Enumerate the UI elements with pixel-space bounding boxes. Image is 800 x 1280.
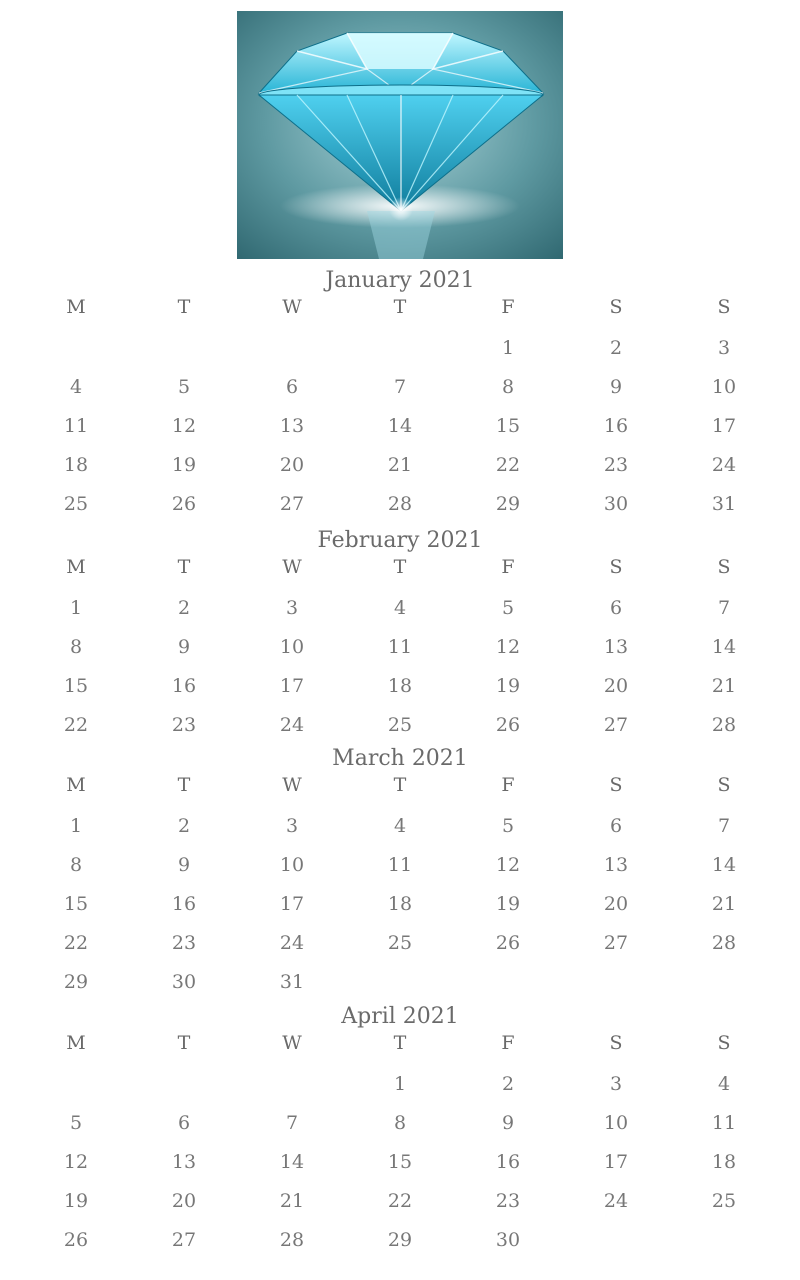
day-cell: 11 [387, 853, 413, 876]
week-row [22, 445, 778, 484]
day-cell: 5 [177, 375, 191, 398]
day-cell: 9 [609, 375, 623, 398]
day-cell: 10 [711, 375, 737, 398]
weekday-header: T [177, 296, 191, 318]
day-cell: 16 [171, 674, 197, 697]
day-cell: 24 [603, 1189, 629, 1212]
day-cell: 4 [393, 596, 407, 619]
day-cell: 12 [63, 1150, 89, 1173]
day-cell: 9 [177, 853, 191, 876]
day-cell: 9 [501, 1111, 515, 1134]
day-cell: 8 [501, 375, 515, 398]
day-cell: 29 [495, 492, 521, 515]
week-row [22, 705, 778, 744]
month-3 [22, 1002, 778, 1259]
day-cell: 25 [63, 492, 89, 515]
day-cell: 19 [171, 453, 197, 476]
week-row [22, 806, 778, 845]
weekday-header: F [501, 556, 515, 578]
day-cell: 21 [387, 453, 413, 476]
weekday-header: F [501, 1032, 515, 1054]
day-cell: 11 [63, 414, 89, 437]
day-cell: 14 [711, 635, 737, 658]
weekday-header: T [393, 1032, 407, 1054]
weekday-header-row [22, 296, 778, 328]
day-cell: 22 [63, 713, 89, 736]
day-cell: 30 [171, 970, 197, 993]
weekday-header: T [177, 1032, 191, 1054]
day-cell: 12 [171, 414, 197, 437]
month-2 [22, 744, 778, 1001]
day-cell: 17 [279, 892, 305, 915]
day-cell: 18 [63, 453, 89, 476]
day-cell: 10 [279, 853, 305, 876]
week-row [22, 923, 778, 962]
day-cell: 16 [495, 1150, 521, 1173]
week-row [22, 1181, 778, 1220]
weekday-header: W [282, 296, 302, 318]
day-cell: 27 [603, 931, 629, 954]
week-row [22, 328, 778, 367]
day-cell: 2 [177, 814, 191, 837]
day-cell: 30 [495, 1228, 521, 1251]
day-cell: 20 [603, 674, 629, 697]
day-cell: 26 [171, 492, 197, 515]
day-cell: 14 [279, 1150, 305, 1173]
day-cell: 3 [285, 596, 299, 619]
day-cell: 27 [171, 1228, 197, 1251]
day-cell: 2 [177, 596, 191, 619]
day-cell: 18 [711, 1150, 737, 1173]
day-cell: 24 [711, 453, 737, 476]
week-row [22, 588, 778, 627]
day-cell: 23 [495, 1189, 521, 1212]
weekday-header: S [609, 774, 623, 796]
day-cell: 12 [495, 635, 521, 658]
day-cell: 7 [285, 1111, 299, 1134]
week-row [22, 666, 778, 705]
weekday-header: S [717, 296, 731, 318]
day-cell: 20 [279, 453, 305, 476]
weekday-header: S [717, 774, 731, 796]
month-title: March 2021 [332, 746, 468, 771]
day-cell: 25 [387, 931, 413, 954]
day-cell: 7 [717, 596, 731, 619]
day-cell: 16 [171, 892, 197, 915]
week-row [22, 845, 778, 884]
day-cell: 8 [69, 853, 83, 876]
day-cell: 18 [387, 674, 413, 697]
weekday-header-row [22, 1032, 778, 1064]
day-cell: 23 [171, 931, 197, 954]
day-cell: 12 [495, 853, 521, 876]
day-cell: 30 [603, 492, 629, 515]
day-cell: 6 [609, 814, 623, 837]
day-cell: 4 [393, 814, 407, 837]
day-cell: 27 [279, 492, 305, 515]
day-cell: 2 [501, 1072, 515, 1095]
day-cell: 15 [495, 414, 521, 437]
day-cell: 3 [717, 336, 731, 359]
day-cell: 10 [603, 1111, 629, 1134]
day-cell: 24 [279, 713, 305, 736]
day-cell: 8 [69, 635, 83, 658]
weekday-header: S [717, 556, 731, 578]
day-cell: 26 [495, 713, 521, 736]
day-cell: 13 [603, 853, 629, 876]
week-row [22, 406, 778, 445]
day-cell: 4 [717, 1072, 731, 1095]
weekday-header: M [66, 774, 86, 796]
day-cell: 21 [711, 674, 737, 697]
weekday-header: M [66, 1032, 86, 1054]
day-cell: 27 [603, 713, 629, 736]
day-cell: 2 [609, 336, 623, 359]
day-cell: 10 [279, 635, 305, 658]
day-cell: 15 [387, 1150, 413, 1173]
week-row [22, 884, 778, 923]
day-cell: 22 [387, 1189, 413, 1212]
day-cell: 25 [387, 713, 413, 736]
day-cell: 25 [711, 1189, 737, 1212]
month-0 [22, 266, 778, 523]
day-cell: 17 [603, 1150, 629, 1173]
day-cell: 8 [393, 1111, 407, 1134]
day-cell: 9 [177, 635, 191, 658]
weekday-header: T [393, 296, 407, 318]
weekday-header: F [501, 774, 515, 796]
day-cell: 29 [63, 970, 89, 993]
day-cell: 28 [711, 713, 737, 736]
day-cell: 1 [69, 814, 83, 837]
day-cell: 31 [279, 970, 305, 993]
diamond-image [237, 11, 563, 259]
day-cell: 29 [387, 1228, 413, 1251]
day-cell: 22 [63, 931, 89, 954]
weekday-header: M [66, 556, 86, 578]
week-row [22, 484, 778, 523]
month-title: January 2021 [325, 268, 475, 293]
week-row [22, 962, 778, 1001]
day-cell: 7 [393, 375, 407, 398]
day-cell: 6 [609, 596, 623, 619]
day-cell: 1 [69, 596, 83, 619]
day-cell: 16 [603, 414, 629, 437]
day-cell: 14 [387, 414, 413, 437]
week-row [22, 367, 778, 406]
weekday-header-row [22, 556, 778, 588]
day-cell: 3 [609, 1072, 623, 1095]
day-cell: 1 [393, 1072, 407, 1095]
weekday-header: W [282, 1032, 302, 1054]
day-cell: 26 [63, 1228, 89, 1251]
weekday-header: S [609, 556, 623, 578]
weekday-header: T [177, 774, 191, 796]
day-cell: 21 [711, 892, 737, 915]
day-cell: 14 [711, 853, 737, 876]
day-cell: 15 [63, 892, 89, 915]
weekday-header: F [501, 296, 515, 318]
day-cell: 1 [501, 336, 515, 359]
day-cell: 5 [69, 1111, 83, 1134]
weekday-header: T [393, 556, 407, 578]
day-cell: 7 [717, 814, 731, 837]
day-cell: 5 [501, 814, 515, 837]
month-1 [22, 526, 778, 744]
day-cell: 11 [711, 1111, 737, 1134]
day-cell: 4 [69, 375, 83, 398]
weekday-header: M [66, 296, 86, 318]
week-row [22, 1142, 778, 1181]
day-cell: 23 [603, 453, 629, 476]
week-row [22, 627, 778, 666]
day-cell: 28 [387, 492, 413, 515]
day-cell: 28 [279, 1228, 305, 1251]
day-cell: 13 [171, 1150, 197, 1173]
day-cell: 17 [279, 674, 305, 697]
day-cell: 3 [285, 814, 299, 837]
weekday-header: W [282, 556, 302, 578]
day-cell: 19 [495, 892, 521, 915]
day-cell: 18 [387, 892, 413, 915]
week-row [22, 1064, 778, 1103]
day-cell: 21 [279, 1189, 305, 1212]
month-title: February 2021 [317, 528, 483, 553]
weekday-header: S [609, 1032, 623, 1054]
day-cell: 19 [63, 1189, 89, 1212]
weekday-header: W [282, 774, 302, 796]
day-cell: 19 [495, 674, 521, 697]
weekday-header: S [717, 1032, 731, 1054]
day-cell: 28 [711, 931, 737, 954]
day-cell: 13 [279, 414, 305, 437]
weekday-header-row [22, 774, 778, 806]
day-cell: 13 [603, 635, 629, 658]
day-cell: 22 [495, 453, 521, 476]
day-cell: 23 [171, 713, 197, 736]
day-cell: 20 [171, 1189, 197, 1212]
weekday-header: T [177, 556, 191, 578]
day-cell: 31 [711, 492, 737, 515]
day-cell: 24 [279, 931, 305, 954]
day-cell: 11 [387, 635, 413, 658]
month-title: April 2021 [341, 1004, 459, 1029]
day-cell: 17 [711, 414, 737, 437]
day-cell: 6 [285, 375, 299, 398]
diamond-icon [237, 11, 563, 259]
day-cell: 20 [603, 892, 629, 915]
week-row [22, 1220, 778, 1259]
day-cell: 26 [495, 931, 521, 954]
day-cell: 6 [177, 1111, 191, 1134]
week-row [22, 1103, 778, 1142]
weekday-header: T [393, 774, 407, 796]
day-cell: 5 [501, 596, 515, 619]
day-cell: 15 [63, 674, 89, 697]
weekday-header: S [609, 296, 623, 318]
